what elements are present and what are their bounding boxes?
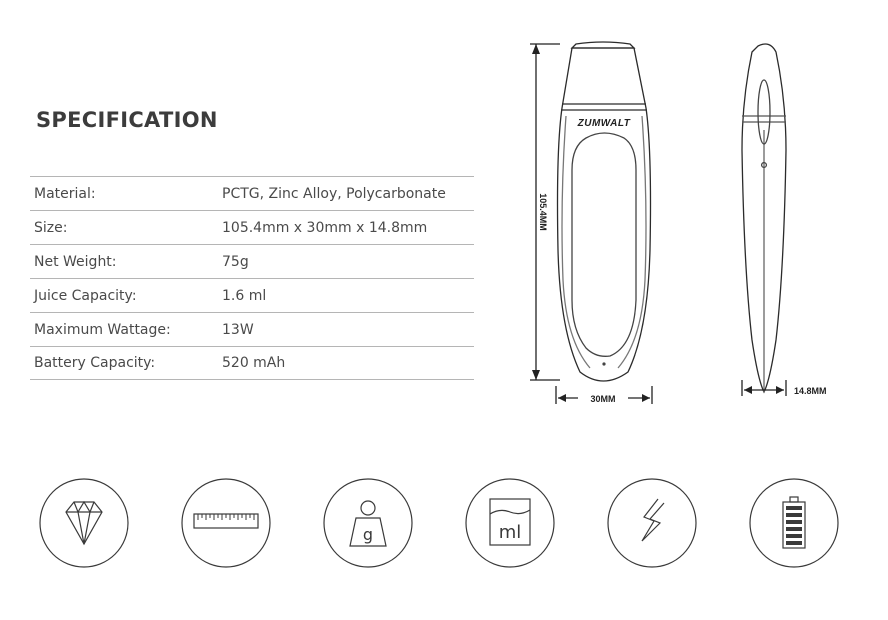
weight-icon: [324, 479, 412, 567]
spec-value: 105.4mm x 30mm x 14.8mm: [222, 219, 428, 236]
depth-dimension-label: 14.8MM: [794, 386, 827, 396]
spec-row-net-weight: [30, 244, 474, 278]
spec-value: 75g: [222, 253, 249, 270]
brand-logo: ZUMWALT: [577, 118, 631, 129]
spec-heading: SPECIFICATION: [36, 108, 218, 132]
spec-label: Juice Capacity:: [34, 287, 137, 304]
volume-icon-label: ml: [498, 522, 522, 543]
ruler-icon: [182, 479, 270, 567]
height-dimension-label: 105.4MM: [538, 193, 548, 231]
device-front-panel: [572, 133, 636, 356]
spec-label: Net Weight:: [34, 253, 117, 270]
width-dimension-label: 30MM: [590, 394, 616, 404]
spec-row-battery-capacity: [30, 346, 474, 380]
weight-icon-label: g: [362, 525, 374, 544]
spec-value: 13W: [222, 321, 254, 338]
spec-value: 1.6 ml: [222, 287, 267, 304]
spec-value: 520 mAh: [222, 355, 286, 371]
spec-value: PCTG, Zinc Alloy, Polycarbonate: [222, 185, 446, 202]
spec-label: Maximum Wattage:: [34, 321, 171, 338]
spec-row-size: [30, 210, 474, 244]
spec-table: [30, 176, 474, 380]
spec-row-juice-capacity: [30, 278, 474, 312]
spec-label: Size:: [34, 219, 68, 236]
spec-row-material: [30, 176, 474, 210]
spec-label: Battery Capacity:: [34, 355, 156, 371]
battery-icon: [750, 479, 838, 567]
spec-row-max-wattage: [30, 312, 474, 346]
lightning-icon: [608, 479, 696, 567]
liquid-container-icon: [466, 479, 554, 567]
diamond-icon: [40, 479, 128, 567]
device-diagram: [520, 30, 850, 410]
spec-label: Material:: [34, 185, 96, 202]
